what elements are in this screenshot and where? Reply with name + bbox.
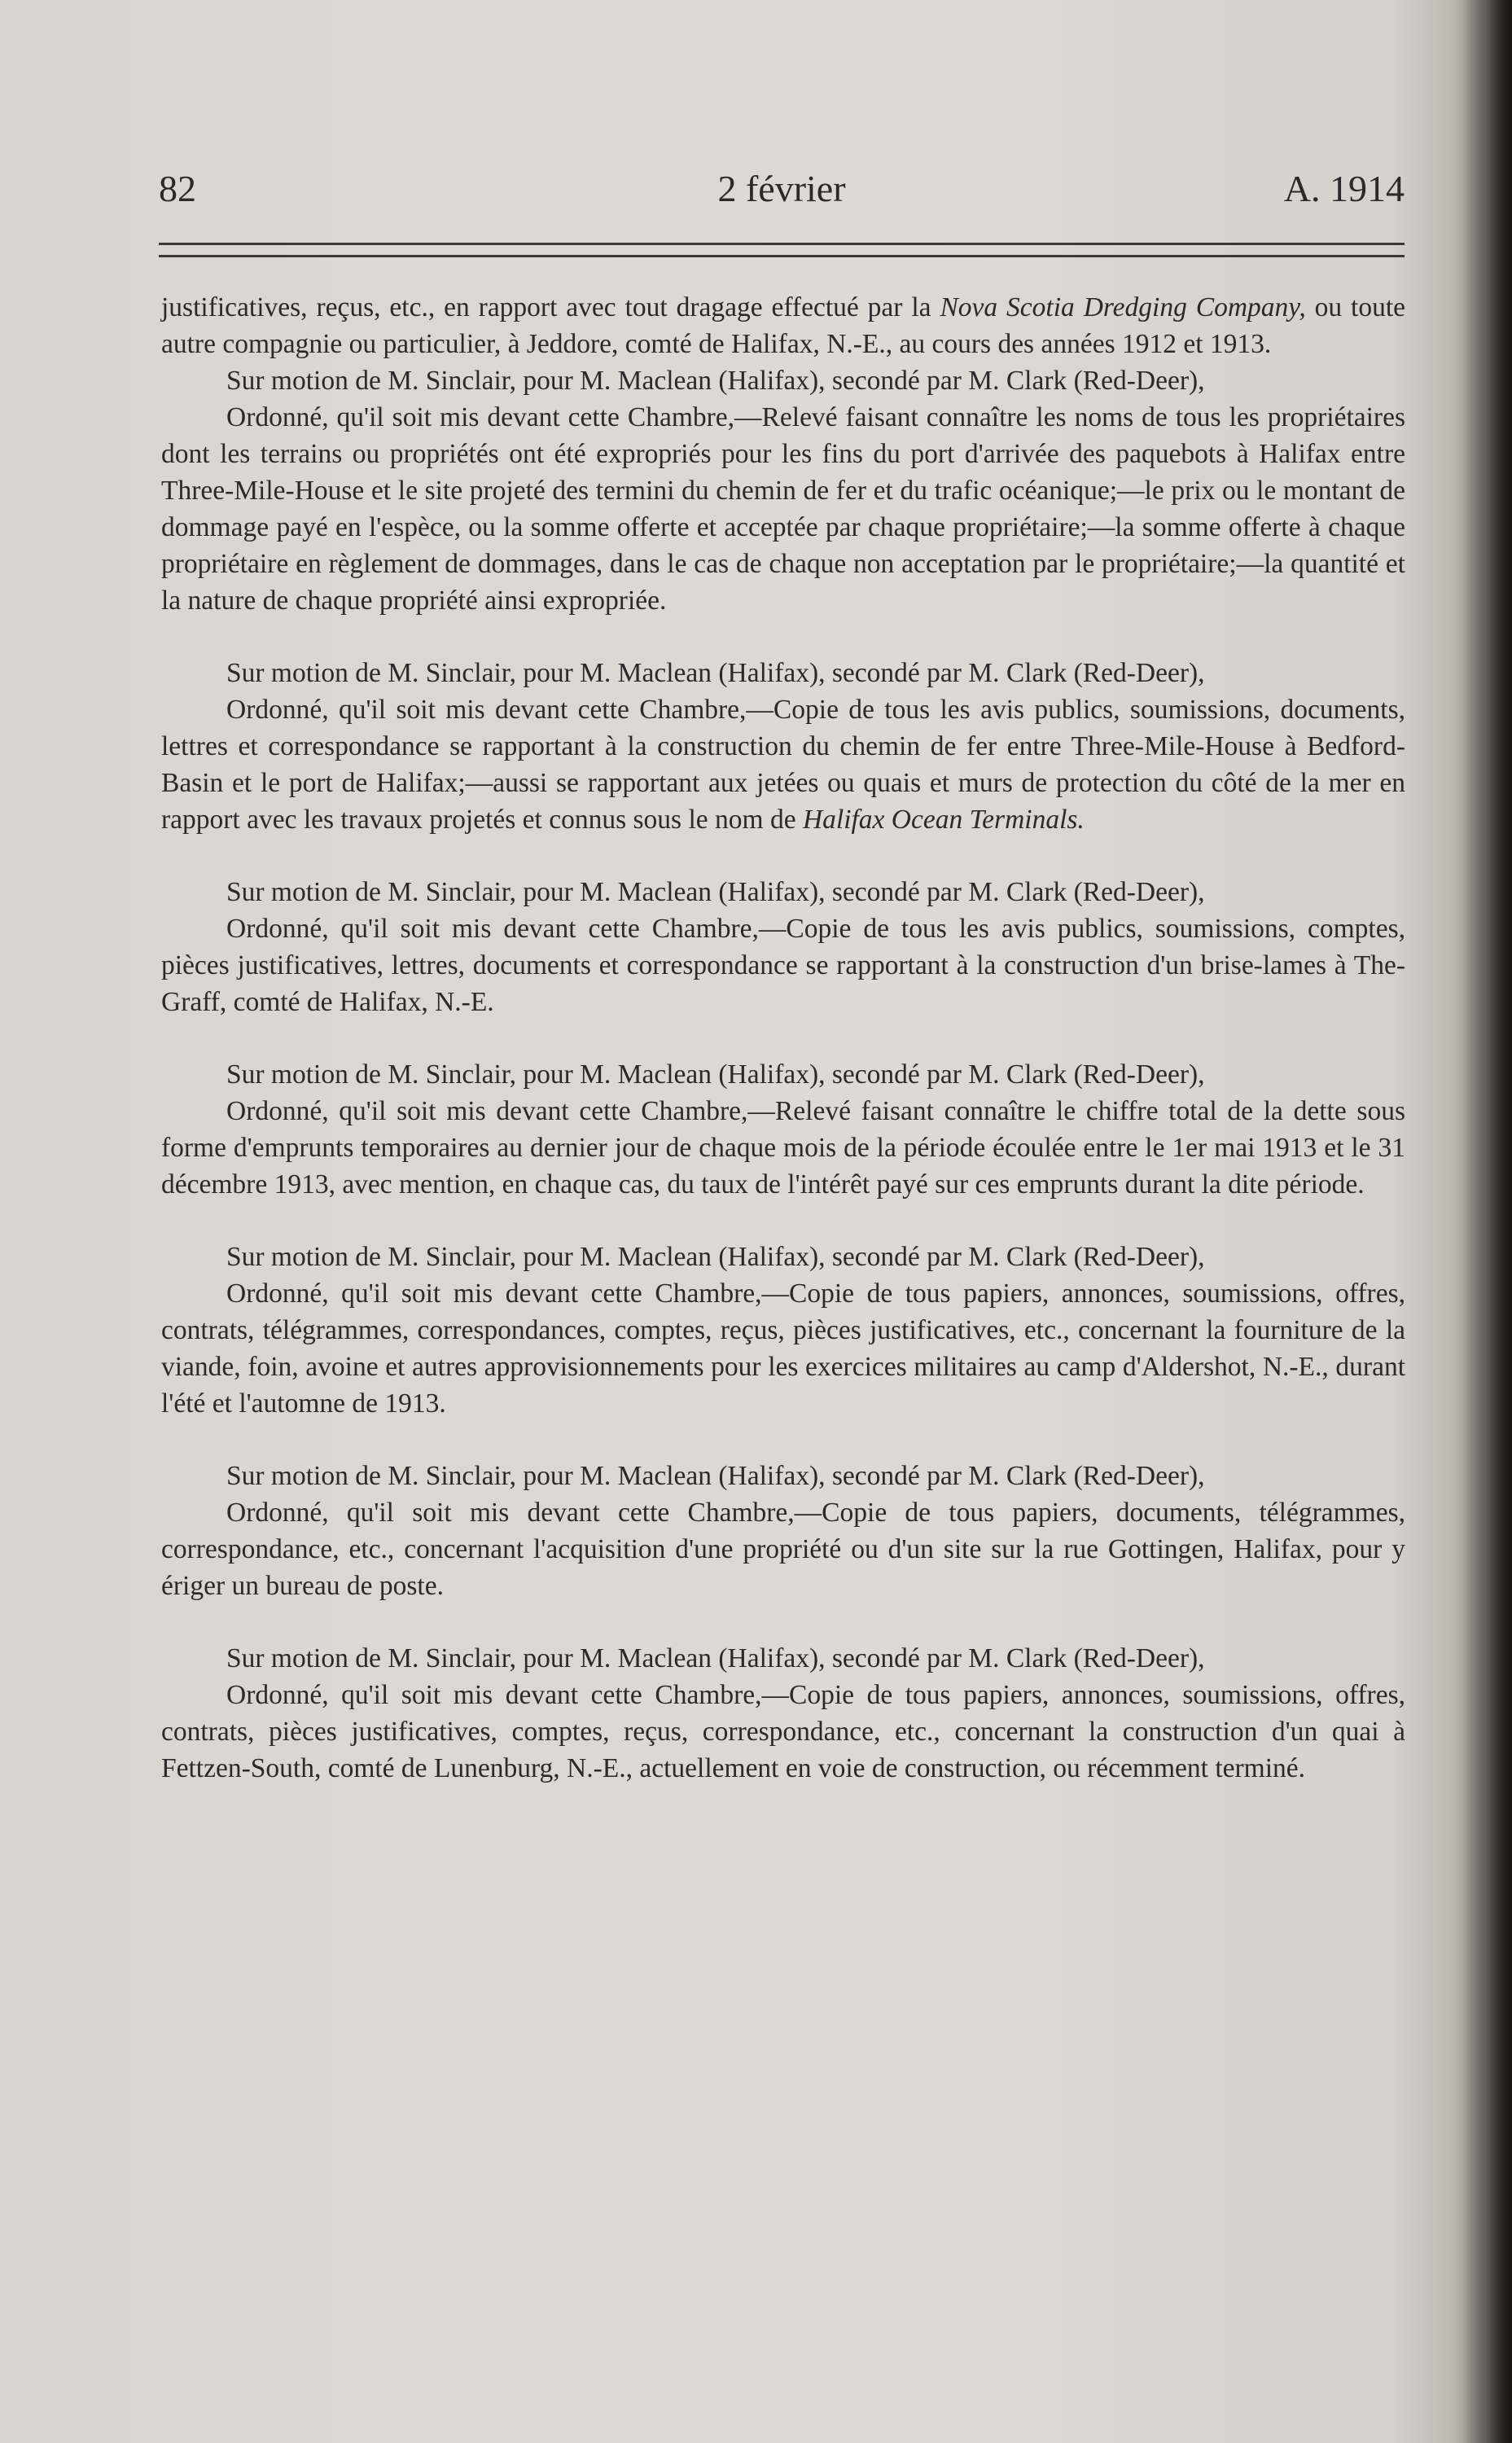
header-date: 2 février	[717, 168, 846, 209]
ordered-text: Ordonné, qu'il soit mis devant cette Chambre,—Copie de tous les avis publics, soumissions, comptes, pièces justificatives, lettres, documents et correspondance se rapportant à la construction d'un brise-lames à The-Graff, comté de Halifax, N.-E.	[161, 914, 1405, 1017]
motion-text: Sur motion de M. Sinclair, pour M. Maclean (Halifax), secondé par M. Clark (Red-Deer),	[226, 366, 1205, 396]
ordered-text: Ordonné, qu'il soit mis devant cette Chambre,—Relevé faisant connaître le chiffre total de la dette sous forme d'emprunts temporaires au dernier jour de chaque mois de la période écoulée entre le 1er mai 1913 et le 31 décembre 1913, avec mention, en chaque cas, du taux de l'intérêt payé sur ces emprunts durant la dite période.	[161, 1096, 1405, 1200]
motion-block-6	[161, 1458, 1405, 1604]
motion-text: Sur motion de M. Sinclair, pour M. Maclean (Halifax), secondé par M. Clark (Red-Deer),	[226, 1461, 1205, 1491]
page-header	[159, 167, 1405, 224]
motion-text: Sur motion de M. Sinclair, pour M. Maclean (Halifax), secondé par M. Clark (Red-Deer),	[226, 658, 1205, 688]
header-year: A. 1914	[1283, 168, 1405, 209]
document-body	[161, 289, 1405, 1822]
ordered-text: Ordonné, qu'il soit mis devant cette Chambre,—Copie de tous papiers, annonces, soumissions, offres, contrats, pièces justificatives, comptes, reçus, correspondance, etc., concernant la construction d'un quai à Fettzen-South, comté de Lunenburg, N.-E., actuellement en voie de construction, ou récemment terminé.	[161, 1680, 1405, 1783]
ordered-text: Ordonné, qu'il soit mis devant cette Chambre,—Copie de tous les avis publics, soumissions, documents, lettres et correspondance se rapportant à la construction du chemin de fer entre Three-Mile-House à Bedford-Basin et le port de Halifax;—aussi se rapportant aux jetées ou quais et murs de protection du côté de la mer en rapport avec les travaux projetés et connus sous le nom de Halifax Ocean Terminals.	[161, 695, 1405, 835]
intro-italic: Nova Scotia Dredging Company,	[940, 292, 1306, 322]
motion-text: Sur motion de M. Sinclair, pour M. Maclean (Halifax), secondé par M. Clark (Red-Deer),	[226, 1643, 1205, 1673]
ordered-text: Ordonné, qu'il soit mis devant cette Chambre,—Copie de tous papiers, documents, télégrammes, correspondance, etc., concernant l'acquisition d'une propriété ou d'un site sur la rue Gottingen, Halifax, pour y ériger un bureau de poste.	[161, 1498, 1405, 1601]
motion-block-7	[161, 1640, 1405, 1787]
motion-block-2	[161, 655, 1405, 838]
header-rule-top	[159, 243, 1405, 245]
intro-paragraph: justificatives, reçus, etc., en rapport avec tout dragage effectué par la Nova Scotia Dredging Company, ou toute autre compagnie ou particulier, à Jeddore, comté de Halifax, N.-E., au cours des années 1912 et 1913.	[161, 292, 1406, 359]
motion-text: Sur motion de M. Sinclair, pour M. Maclean (Halifax), secondé par M. Clark (Red-Deer),	[226, 1242, 1205, 1272]
page-number: 82	[159, 168, 196, 209]
ordered-text: Ordonné, qu'il soit mis devant cette Chambre,—Copie de tous papiers, annonces, soumissions, offres, contrats, télégrammes, correspondances, comptes, reçus, pièces justificatives, etc., concernant la fourniture de la viande, foin, avoine et autres approvisionnements pour les exercices militaires au camp d'Aldershot, N.-E., durant l'été et l'automne de 1913.	[161, 1279, 1405, 1419]
motion-block-4	[161, 1056, 1405, 1203]
motion-text: Sur motion de M. Sinclair, pour M. Maclean (Halifax), secondé par M. Clark (Red-Deer),	[226, 1059, 1205, 1090]
motion-text: Sur motion de M. Sinclair, pour M. Maclean (Halifax), secondé par M. Clark (Red-Deer),	[226, 877, 1205, 907]
ordered-text: Ordonné, qu'il soit mis devant cette Chambre,—Relevé faisant connaître les noms de tous les propriétaires dont les terrains ou propriétés ont été expropriés pour les fins du port d'arrivée des paquebots à Halifax entre Three-Mile-House et le site projeté des termini du chemin de fer et du trafic océanique;—le prix ou le montant de dommage payé en l'espèce, ou la somme offerte et acceptée par chaque propriétaire;—la somme offerte à chaque propriétaire en règlement de dommages, dans le cas de chaque non acceptation par le propriétaire;—la quantité et la nature de chaque propriété ainsi expropriée.	[161, 402, 1405, 616]
motion-block-1	[161, 362, 1405, 619]
page-edge-shadow	[1463, 0, 1512, 2443]
motion-block-5	[161, 1239, 1405, 1422]
ordered-italic: Halifax Ocean Terminals.	[802, 805, 1085, 835]
header-rule-bottom	[159, 255, 1405, 257]
motion-block-3	[161, 874, 1405, 1020]
